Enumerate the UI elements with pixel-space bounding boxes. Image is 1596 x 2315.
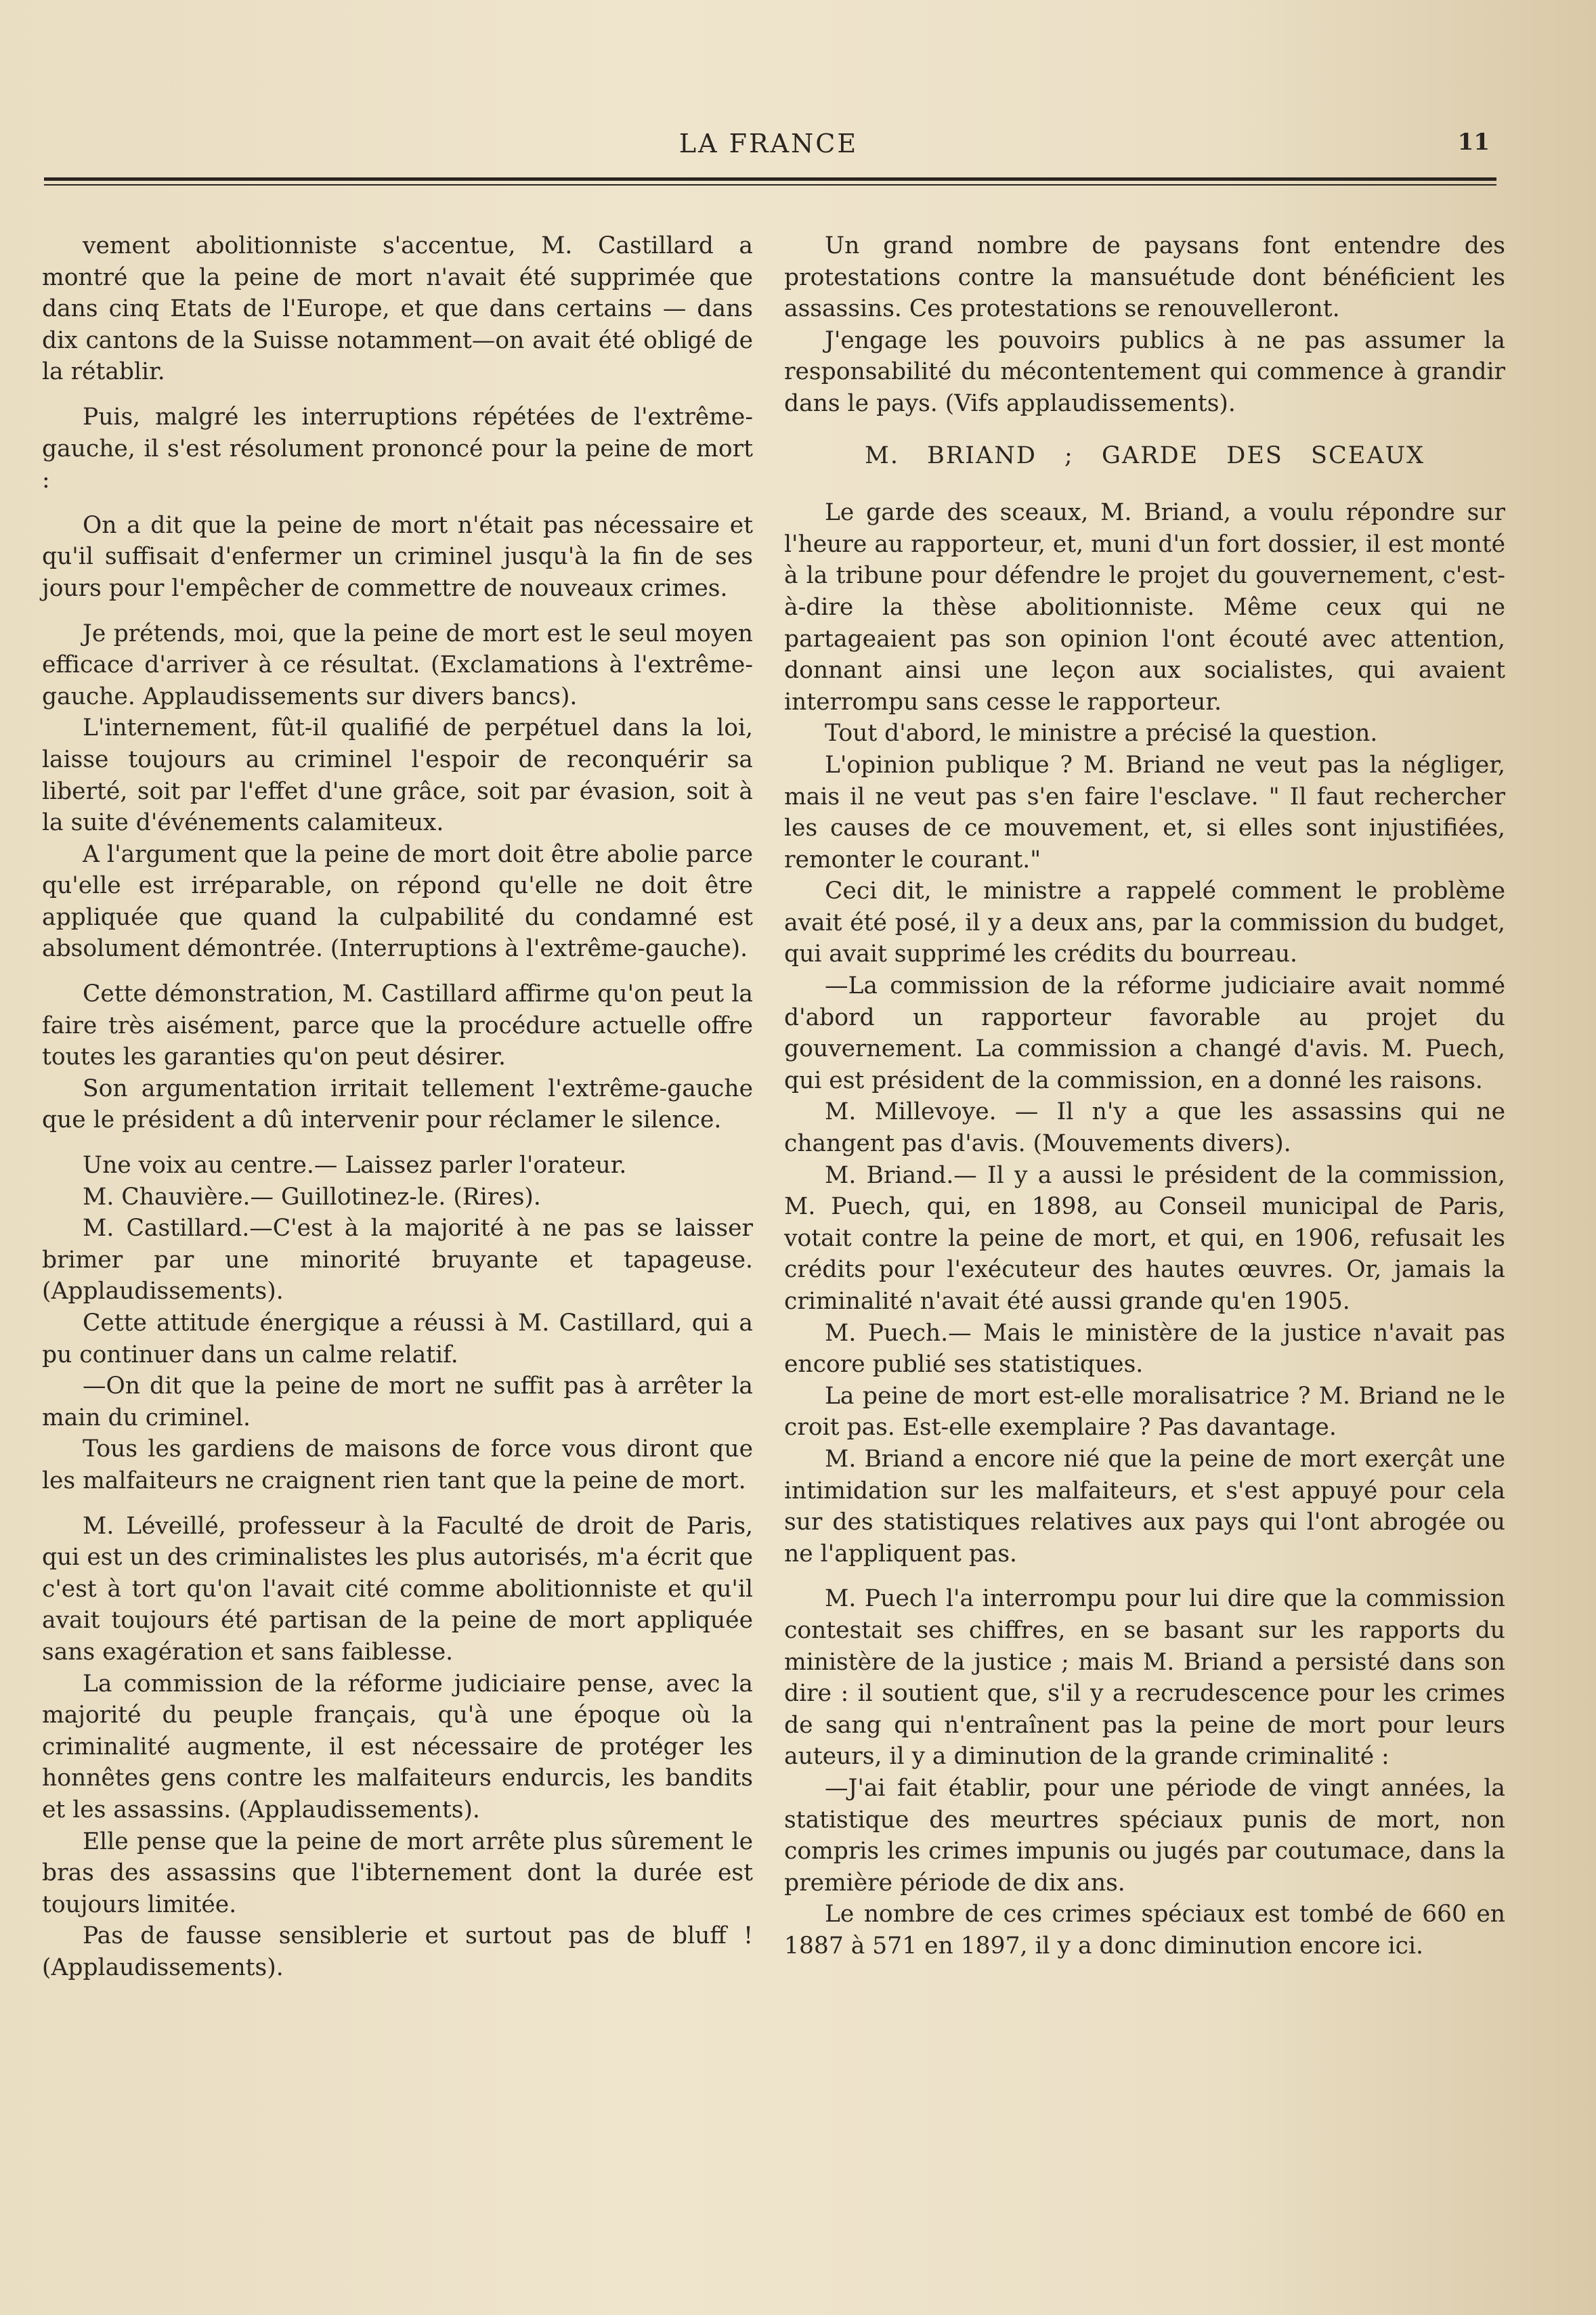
paragraph: A l'argument que la peine de mort doit être abolie parce qu'elle est irréparable, on répond qu'elle ne doit être appliquée que quand la culpabilité du condamné est absolument démontrée. (Interruptions à l'extrême-gauche). — [42, 840, 753, 963]
paragraph: Je prétends, moi, que la peine de mort est le seul moyen efficace d'arriver à ce résultat. (Exclamations à l'extrême-gauche. Applaudissements sur divers bancs). — [42, 620, 753, 710]
paragraph: Le nombre de ces crimes spéciaux est tombé de 660 en 1887 à 571 en 1897, il y a donc diminution encore ici. — [784, 1901, 1505, 1960]
paragraph: M. Chauvière.— Guillotinez-le. (Rires). — [83, 1183, 541, 1211]
paragraph: Cette attitude énergique a réussi à M. Castillard, qui a pu continuer dans un calme relatif. — [42, 1310, 753, 1368]
paragraph: La commission de la réforme judiciaire pense, avec la majorité du peuple français, qu'à une époque où la criminalité augmente, il est nécessaire de protéger les honnêtes gens contre les malfaiteurs endurcis, les bandits et les assassins. (Applaudissements). — [42, 1670, 753, 1823]
paragraph: Elle pense que la peine de mort arrête plus sûrement le bras des assassins que l'ibternement dont la durée est toujours limitée. — [42, 1827, 753, 1918]
page-number: 11 — [1457, 129, 1490, 156]
paragraph: Le garde des sceaux, M. Briand, a voulu répondre sur l'heure au rapporteur, et, muni d'un fort dossier, il est monté à la tribune pour défendre le projet du gouvernement, c'est-à-dire la thèse abolitionniste. Même ceux qui ne partageaient pas son opinion l'ont écouté avec attention, donnant ainsi une leçon aux socialistes, qui avaient interrompu sans cesse le rapporteur. — [784, 499, 1505, 716]
paragraph: —On dit que la peine de mort ne suffit pas à arrêter la main du criminel. — [42, 1372, 753, 1431]
paragraph: Tout d'abord, le ministre a précisé la question. — [825, 720, 1378, 748]
paragraph: L'opinion publique ? M. Briand ne veut pas la négliger, mais il ne veut pas s'en faire l'esclave. " Il faut rechercher les causes de ce mouvement, et, si elles sont injustifiées, remonter le courant." — [784, 751, 1505, 873]
paragraph: Pas de fausse sensiblerie et surtout pas de bluff ! (Applaudissements). — [42, 1922, 753, 1981]
paragraph: La peine de mort est-elle moralisatrice ? M. Briand ne le croit pas. Est-elle exemplaire ? Pas davantage. — [784, 1382, 1505, 1442]
paragraph: —J'ai fait établir, pour une période de vingt années, la statistique des meurtres spéciaux punis de mort, non compris les crimes impunis ou jugés par coutumace, dans la première période de dix ans. — [784, 1774, 1505, 1897]
paragraph: Une voix au centre.— Laissez parler l'orateur. — [83, 1152, 627, 1180]
page-header — [41, 129, 1496, 169]
paragraph: Son argumentation irritait tellement l'extrême-gauche que le président a dû intervenir pour réclamer le silence. — [42, 1075, 753, 1134]
paragraph: Un grand nombre de paysans font entendre des protestations contre la mansuétude dont bénéficient les assassins. Ces protestations se renouvelleront. — [784, 232, 1505, 323]
header-rule-thick — [44, 177, 1496, 181]
paragraph: M. Briand a encore nié que la peine de mort exerçât une intimidation sur les malfaiteurs, et s'est appuyé pour cela sur des statistiques relatives aux pays qui l'ont abrogée ou ne l'appliquent pas. — [784, 1445, 1505, 1567]
paragraph: Tous les gardiens de maisons de force vous diront que les malfaiteurs ne craignent rien tant que la peine de mort. — [42, 1435, 753, 1494]
paragraph: Cette démonstration, M. Castillard affirme qu'on peut la faire très aisément, parce que la procédure actuelle offre toutes les garanties qu'on peut désirer. — [42, 980, 753, 1071]
paragraph: M. Léveillé, professeur à la Faculté de droit de Paris, qui est un des criminalistes les plus autorisés, m'a écrit que c'est à tort qu'on l'avait cité comme abolitionniste et qu'il avait toujours été partisan de la peine de mort appliquée sans exagération et sans faiblesse. — [42, 1512, 753, 1666]
paragraph: M. Puech.— Mais le ministère de la justice n'avait pas encore publié ses statistiques. — [784, 1319, 1505, 1379]
newspaper-title: LA FRANCE — [678, 129, 859, 158]
paragraph: M. Millevoye. — Il n'y a que les assassins qui ne changent pas d'avis. (Mouvements divers). — [784, 1098, 1505, 1158]
paragraph: Puis, malgré les interruptions répétées de l'extrême-gauche, il s'est résolument prononcé pour la peine de mort : — [42, 403, 753, 494]
paragraph: M. Briand.— Il y a aussi le président de la commission, M. Puech, qui, en 1898, au Conseil municipal de Paris, votait contre la peine de mort, et qui, en 1906, refusait les crédits pour l'exécuteur des hautes œuvres. Or, jamais la criminalité n'avait été aussi grande qu'en 1905. — [784, 1161, 1505, 1315]
header-rule-thin — [44, 184, 1496, 186]
paragraph: J'engage les pouvoirs publics à ne pas assumer la responsabilité du mécontentement qui commence à grandir dans le pays. (Vifs applaudissements). — [784, 326, 1505, 417]
paragraph: On a dit que la peine de mort n'était pas nécessaire et qu'il suffisait d'enfermer un criminel jusqu'à la fin de ses jours pour l'empêcher de commettre de nouveaux crimes. — [42, 511, 753, 602]
paragraph: M. Puech l'a interrompu pour lui dire que la commission contestait ses chiffres, en se basant sur les rapports du ministère de la justice ; mais M. Briand a persisté dans son dire : il soutient que, s'il y a recrudescence pour les crimes de sang qui n'entraînent pas la peine de mort pour leurs auteurs, il y a diminution de la grande criminalité : — [784, 1585, 1505, 1771]
paragraph: —La commission de la réforme judiciaire avait nommé d'abord un rapporteur favorable au projet du gouvernement. La commission a changé d'avis. M. Puech, qui est président de la commission, en a donné les raisons. — [784, 972, 1505, 1094]
section-heading: M. BRIAND ; GARDE DES SCEAUX — [864, 441, 1425, 469]
left-column — [42, 230, 753, 1983]
paragraph: Ceci dit, le ministre a rappelé comment le problème avait été posé, il y a deux ans, par la commission du budget, qui avait supprimé les crédits du bourreau. — [784, 878, 1505, 968]
paragraph: M. Castillard.—C'est à la majorité à ne pas se laisser brimer par une minorité bruyante et tapageuse. (Applaudissements). — [42, 1215, 753, 1305]
paragraph: L'internement, fût-il qualifié de perpétuel dans la loi, laisse toujours au criminel l'espoir de reconquérir sa liberté, soit par l'effet d'une grâce, soit par évasion, soit à la suite d'événements calamiteux. — [42, 714, 753, 837]
paragraph: vement abolitionniste s'accentue, M. Castillard a montré que la peine de mort n'avait été supprimée que dans cinq Etats de l'Europe, et que dans certains — dans dix cantons de la Suisse notamment—on avait été obligé de la rétablir. — [42, 232, 753, 386]
right-column — [784, 230, 1505, 1962]
